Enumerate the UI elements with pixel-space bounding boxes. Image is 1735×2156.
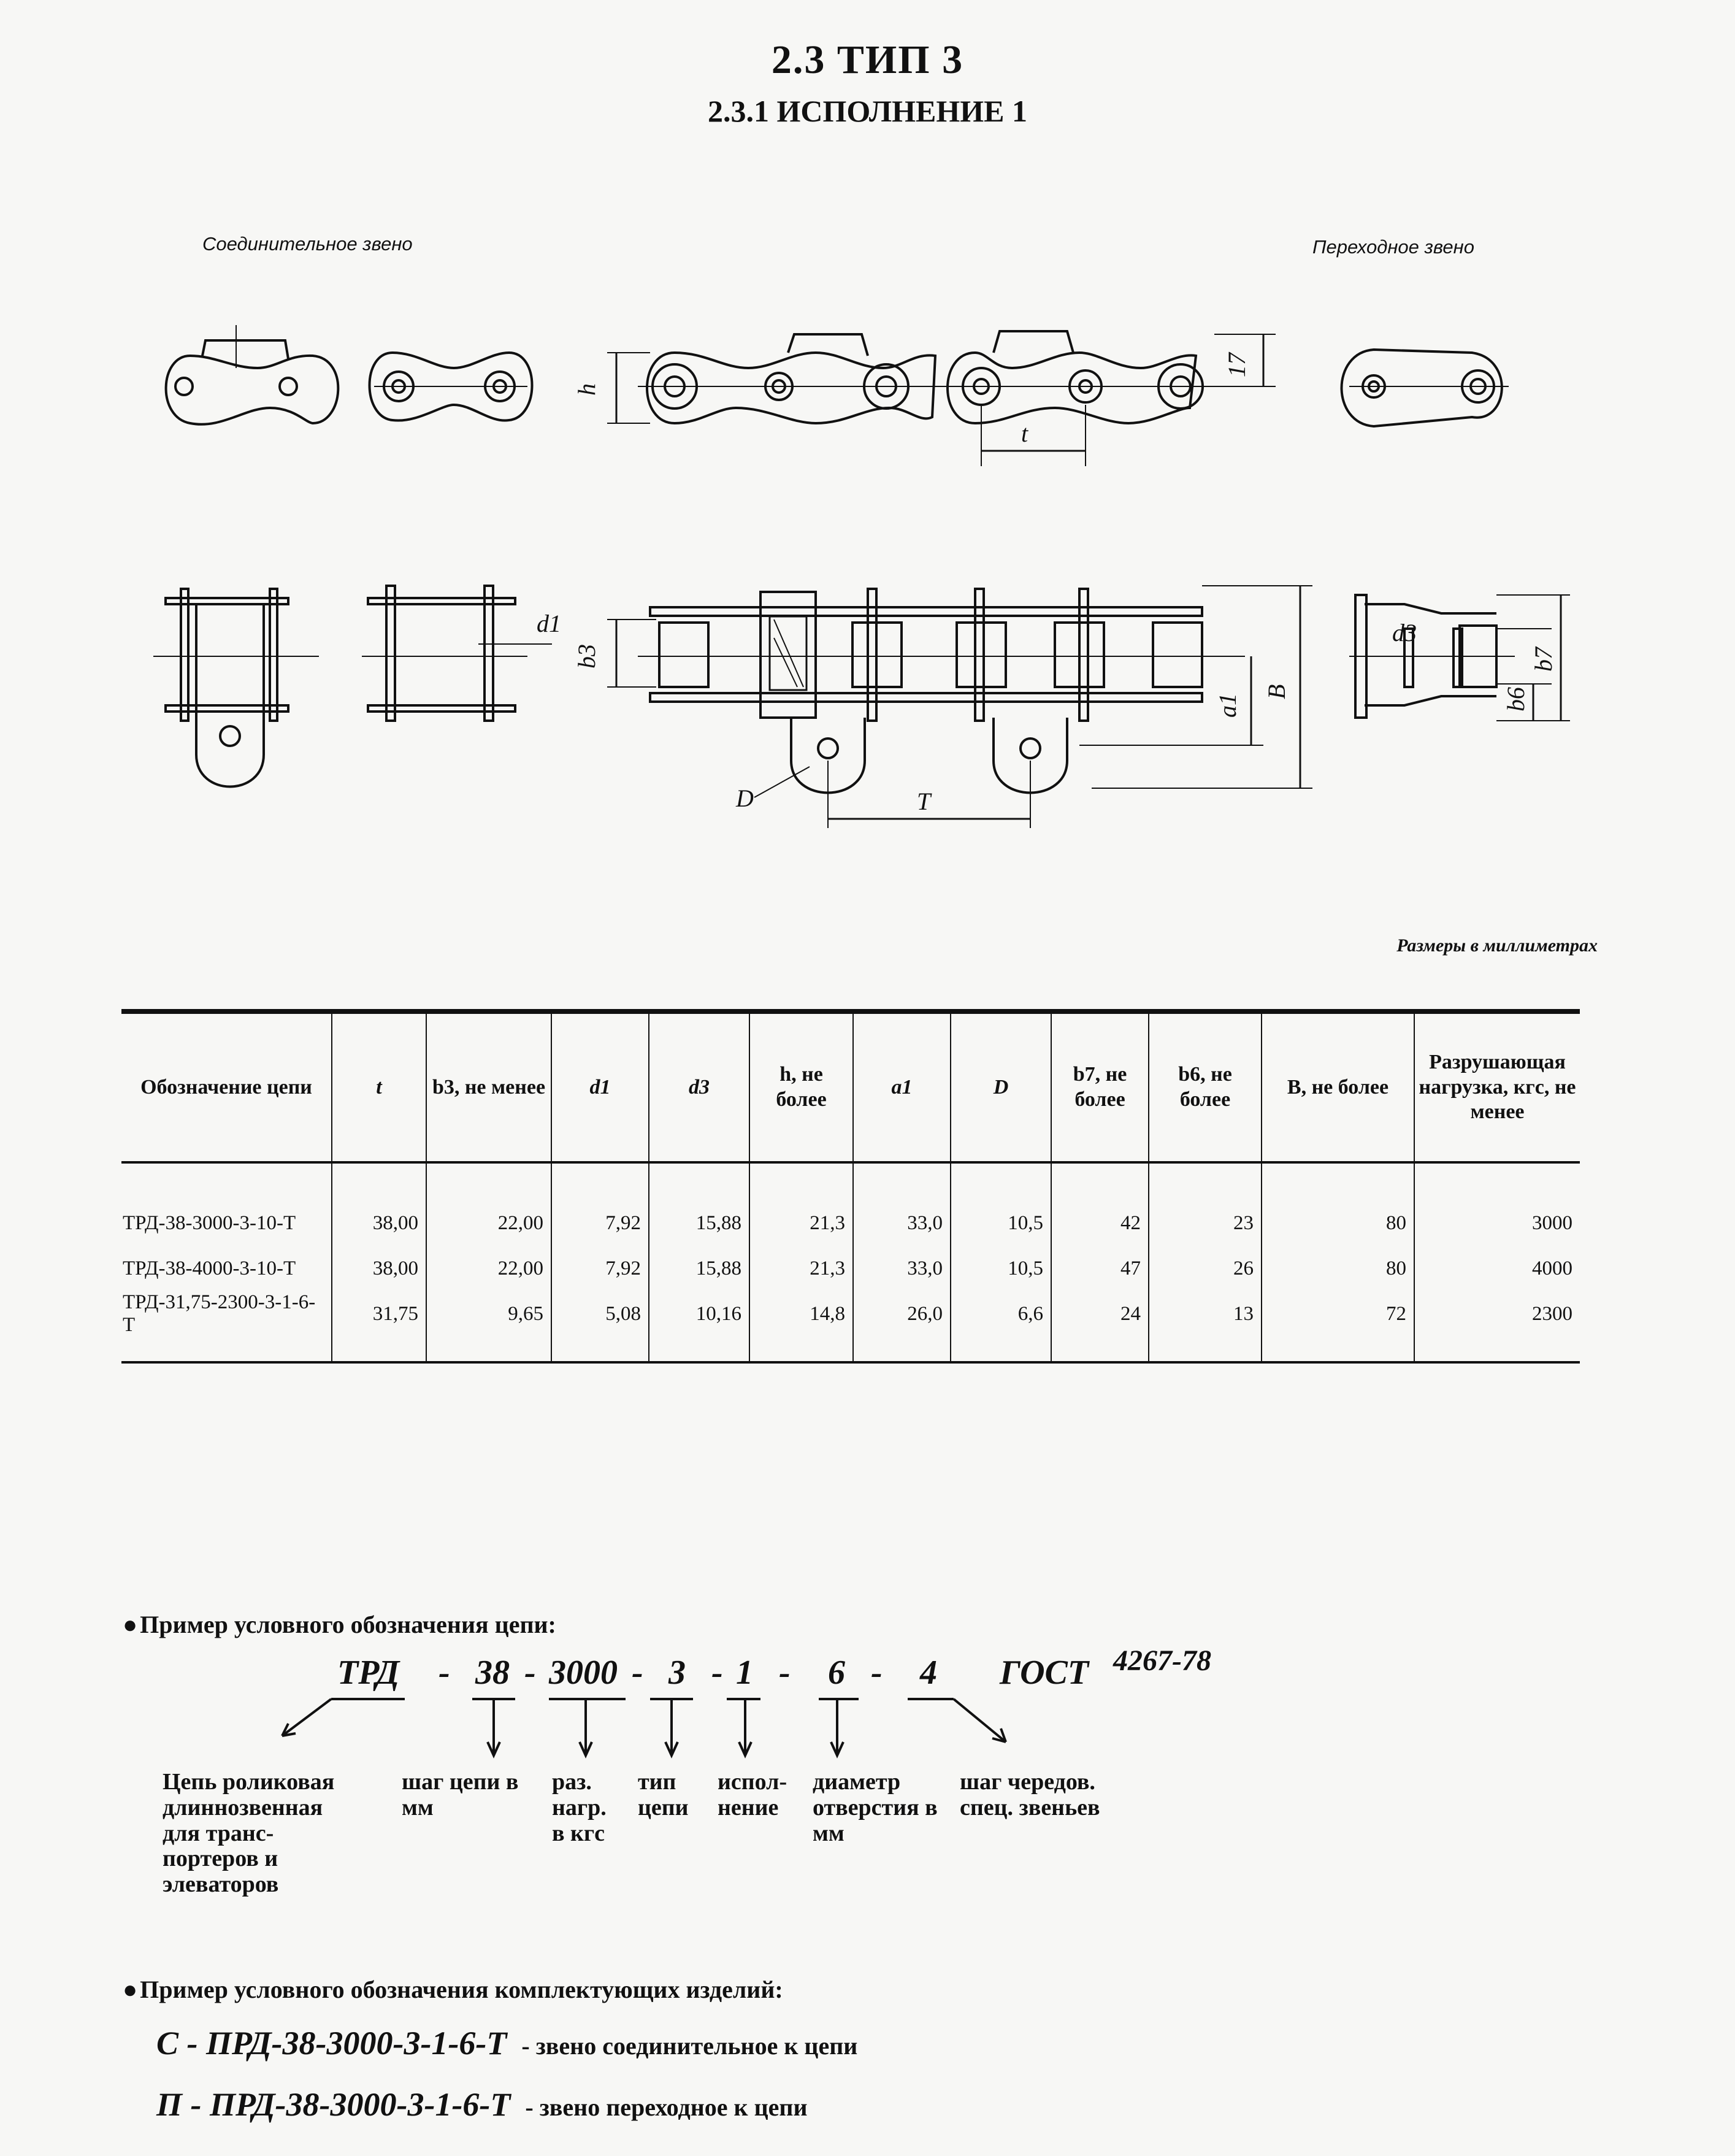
code-part-type: 3 — [668, 1654, 686, 1692]
table-cell: 7,92 — [551, 1162, 649, 1246]
dim-d1: d1 — [537, 610, 561, 637]
table-header: h, не более — [749, 1011, 853, 1162]
bullet-icon: ● — [123, 1611, 138, 1638]
table-cell: 33,0 — [853, 1246, 951, 1291]
bullet-icon: ● — [123, 1976, 138, 2003]
units-note: Размеры в миллиметрах — [1396, 935, 1598, 956]
table-cell: 21,3 — [749, 1162, 853, 1246]
table-cell: 5,08 — [551, 1291, 649, 1362]
table-cell: 15,88 — [649, 1162, 749, 1246]
caption-connecting-link: Соединительное звено — [202, 233, 413, 255]
component-transition: П - ПРД-38-3000-3-1-6-Т - звено переходное к цепи — [156, 2086, 808, 2123]
table-header: d1 — [551, 1011, 649, 1162]
explain-type: тип цепи — [638, 1769, 689, 1820]
table-header: a1 — [853, 1011, 951, 1162]
table-cell: 26,0 — [853, 1291, 951, 1362]
table-header: Разрушающая нагрузка, кгс, не менее — [1414, 1011, 1580, 1162]
table-cell: 21,3 — [749, 1246, 853, 1291]
table-cell: 80 — [1262, 1162, 1414, 1246]
table-cell: 42 — [1051, 1162, 1149, 1246]
dim-B: B — [1263, 684, 1290, 699]
code-part-step: 4 — [920, 1654, 937, 1692]
dim-17: 17 — [1223, 353, 1251, 377]
table-cell: 6,6 — [951, 1291, 1051, 1362]
table-cell: 33,0 — [853, 1162, 951, 1246]
table-cell: 15,88 — [649, 1246, 749, 1291]
code-part-hole: 6 — [828, 1654, 845, 1692]
dim-d3: d3 — [1392, 619, 1417, 646]
table-cell: 9,65 — [426, 1291, 551, 1362]
table-cell: ТРД-38-3000-3-10-Т — [123, 1211, 296, 1234]
table-cell: 10,5 — [951, 1162, 1051, 1246]
table-cell: ТРД-38-4000-3-10-Т — [123, 1257, 296, 1279]
code-part-version: 1 — [736, 1654, 753, 1692]
explain-load: раз. нагр. в кгс — [552, 1769, 607, 1846]
table-cell: 3000 — [1414, 1162, 1580, 1246]
table-header: b3, не менее — [426, 1011, 551, 1162]
table-header: Обозначение цепи — [121, 1011, 332, 1162]
table-header: t — [332, 1011, 426, 1162]
dim-t: t — [1021, 420, 1028, 447]
table-header: d3 — [649, 1011, 749, 1162]
code-sep: - — [632, 1654, 643, 1692]
table-cell: 24 — [1051, 1291, 1149, 1362]
explain-step: шаг чередов. спец. звеньев — [960, 1769, 1100, 1820]
table-header: D — [951, 1011, 1051, 1162]
code-part-trd: ТРД — [337, 1654, 400, 1692]
table-cell: 47 — [1051, 1246, 1149, 1291]
code-sep: - — [779, 1654, 791, 1692]
table-cell: 26 — [1149, 1246, 1262, 1291]
explain-pitch: шаг цепи в мм — [402, 1769, 519, 1820]
table-cell: 22,00 — [426, 1246, 551, 1291]
dim-h: h — [573, 383, 600, 396]
table-cell: 80 — [1262, 1246, 1414, 1291]
table-cell: 22,00 — [426, 1162, 551, 1246]
table-cell: 23 — [1149, 1162, 1262, 1246]
dim-b6: b6 — [1502, 687, 1530, 712]
table-header: b7, не более — [1051, 1011, 1149, 1162]
code-sep: - — [439, 1654, 450, 1692]
table-cell: ТРД-31,75-2300-3-1-6-Т — [121, 1291, 332, 1362]
table-cell: 38,00 — [332, 1246, 426, 1291]
dim-D: D — [736, 785, 754, 812]
code-sep: - — [524, 1654, 536, 1692]
caption-transition-link: Переходное звено — [1312, 236, 1474, 258]
example1-heading: ● Пример условного обозначения цепи: — [123, 1611, 556, 1638]
table-cell: 4000 — [1414, 1246, 1580, 1291]
dim-b3: b3 — [573, 644, 600, 669]
table-header: b6, не более — [1149, 1011, 1262, 1162]
explain-version: испол- нение — [718, 1769, 787, 1820]
table-header: B, не более — [1262, 1011, 1414, 1162]
code-sep: - — [871, 1654, 883, 1692]
table-cell: 14,8 — [749, 1291, 853, 1362]
code-standard: ГОСТ — [1000, 1654, 1089, 1692]
code-standard-number: 4267-78 — [1113, 1644, 1211, 1677]
code-part-pitch: 38 — [475, 1654, 510, 1692]
page-title: 2.3 ТИП 3 — [771, 37, 964, 82]
table-cell: 7,92 — [551, 1246, 649, 1291]
explain-hole: диаметр отверстия в мм — [813, 1769, 938, 1846]
table-cell: 38,00 — [332, 1162, 426, 1246]
table-cell: 10,16 — [649, 1291, 749, 1362]
table-cell: 72 — [1262, 1291, 1414, 1362]
page-subtitle: 2.3.1 ИСПОЛНЕНИЕ 1 — [708, 94, 1027, 128]
table-cell: 10,5 — [951, 1246, 1051, 1291]
component-connecting: С - ПРД-38-3000-3-1-6-Т - звено соединительное к цепи — [156, 2025, 858, 2062]
dim-a1: a1 — [1214, 693, 1241, 718]
example2-heading: ● Пример условного обозначения комплектующих изделий: — [123, 1976, 783, 2003]
dim-b7: b7 — [1530, 647, 1557, 672]
code-part-load: 3000 — [549, 1654, 618, 1692]
table-cell: 2300 — [1414, 1291, 1580, 1362]
table-cell: 13 — [1149, 1291, 1262, 1362]
dim-T: T — [917, 788, 931, 815]
code-sep: - — [711, 1654, 723, 1692]
table-cell: 31,75 — [332, 1291, 426, 1362]
explain-chain: Цепь роликовая длиннозвенная для транс- портеров и элеваторов — [163, 1769, 335, 1898]
